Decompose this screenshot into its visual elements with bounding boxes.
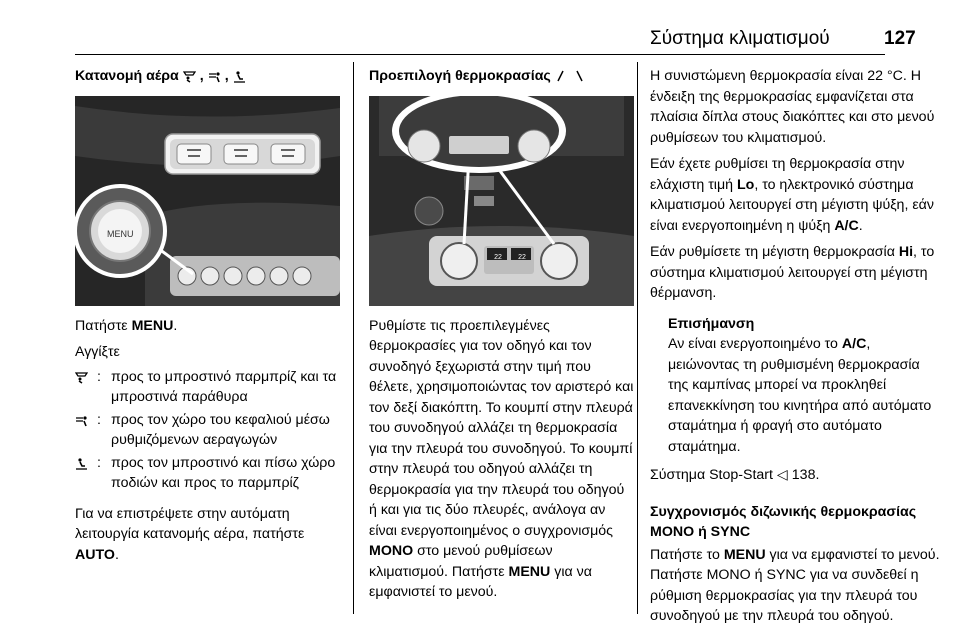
head-airflow-icon: [75, 414, 88, 427]
temperature-preset-title: Προεπιλογή θερμοκρασίας: [369, 68, 551, 84]
list-colon: :: [97, 411, 101, 428]
preset-text-mid: στο μενού ρυθμίσεων κλιματισμού. Πατήστε: [369, 543, 553, 580]
right-temperature-display: 22: [518, 253, 526, 261]
dashboard-temperature-illustration: [369, 96, 634, 306]
lo-bold: Lo: [736, 176, 755, 193]
dashboard-air-distribution-illustration: [75, 96, 340, 306]
windshield-airflow-icon: [183, 70, 196, 83]
auto-paragraph: [75, 504, 340, 566]
sync-paragraph: [650, 545, 940, 627]
temperature-preset-heading: [369, 66, 634, 87]
temperature-knob-icon: [555, 69, 585, 83]
recommended-temperature-paragraph: Η συνιστώμενη θερμοκρασία είναι 22 °C. Η ένδειξη της θερμοκρασίας εμφανίζεται στα πλαίσια δίπλα στους διακόπτες και στο μενού ρυθμίσεων του κλιματισμού.: [650, 68, 935, 146]
auto-period: .: [114, 546, 119, 563]
page-number: 127: [884, 28, 916, 49]
head-airflow-icon: [208, 70, 221, 83]
menu-bold: MENU: [131, 317, 174, 334]
preset-text-end: για να εμφανιστεί το μενού.: [369, 563, 592, 600]
list-item: [75, 410, 340, 451]
menu-bold: MENU: [723, 546, 766, 563]
air-distribution-figure: [75, 96, 340, 306]
air-distribution-heading: [75, 66, 340, 87]
list-item-text: προς τον χώρο του κεφαλιού μέσω ρυθμιζόμενων αεραγωγών: [111, 411, 330, 448]
lo-paragraph: [650, 154, 940, 236]
list-colon: :: [97, 368, 101, 385]
list-item-text: προς τον μπροστινό και πίσω χώρο ποδιών και προς το παρμπρίζ: [111, 454, 336, 491]
air-distribution-list: [75, 367, 340, 494]
feet-airflow-icon: [75, 457, 88, 470]
running-header-title: Σύστημα κλιματισμού: [650, 28, 830, 49]
right-column: [650, 66, 940, 633]
air-distribution-title: Κατανομή αέρα: [75, 68, 179, 84]
press-menu-paragraph: [75, 316, 340, 337]
lo-text-mid: , το ηλεκτρονικό σύστημα κλιματισμού λειτουργεί στη μέγιστη ψύξη, εάν είναι ενεργοποιημένη η ψύξη: [650, 176, 934, 234]
heading-separator: ,: [224, 68, 229, 84]
press-period: .: [173, 317, 178, 334]
sync-text: Πατήστε το: [650, 546, 724, 563]
reference-text: Σύστημα Stop-Start: [650, 467, 777, 483]
temperature-preset-paragraph: [369, 316, 634, 603]
note-post: , μειώνοντας τη ρυθμισμένη θερμοκρασία της καμπίνας μπορεί να προκληθεί επανεκκίνηση του κινητήρα από αυτόματο σταμάτημα ή φραγή στο αυτόματο σταμάτημα.: [668, 336, 932, 455]
middle-column: [369, 66, 634, 609]
hi-text: Εάν ρυθμίσετε τη μέγιστη θερμοκρασία: [650, 244, 899, 260]
reference-page: 138.: [787, 467, 820, 483]
hi-bold: Hi: [898, 244, 914, 260]
mono-bold: MONO: [369, 543, 414, 559]
note-title: Επισήμανση: [668, 315, 755, 332]
column-divider-1: [353, 62, 354, 614]
windshield-airflow-icon: [75, 371, 88, 384]
touch-label: Αγγίξτε: [75, 344, 120, 360]
heading-separator: ,: [199, 68, 204, 84]
temperature-preset-figure: [369, 96, 634, 306]
header-rule: [75, 54, 885, 55]
auto-text: Για να επιστρέψετε στην αυτόματη λειτουργία κατανομής αέρα, πατήστε: [75, 505, 305, 542]
note-text: [668, 334, 940, 457]
note-pre: Αν είναι ενεργοποιημένο το: [668, 336, 842, 352]
auto-bold: AUTO: [75, 546, 115, 563]
press-text: Πατήστε: [75, 317, 132, 334]
note-block: [650, 314, 940, 458]
reference-arrow-icon: ◁: [776, 467, 788, 483]
list-item-text: προς το μπροστινό παρμπρίζ και τα μπροστινά παράθυρα: [111, 368, 337, 405]
list-colon: :: [97, 454, 101, 471]
lo-period: .: [858, 217, 863, 234]
ac-bold: A/C: [841, 336, 867, 352]
left-column: [75, 66, 340, 571]
column-divider-2: [637, 62, 638, 614]
menu-bold: MENU: [508, 563, 551, 580]
sync-text-end: για να εμφανιστεί το μενού. Πατήστε MONO ή SYNC για να συνδεθεί η ρύθμιση θερμοκρασίας για την πλευρά του συνοδηγού με την πλευρά του οδηγού.: [650, 546, 940, 624]
feet-airflow-icon: [233, 70, 246, 83]
preset-text: Ρυθμίστε τις προεπιλεγμένες θερμοκρασίες για τον οδηγό και τον συνοδηγό ξεχωριστά στην τιμή που θέλετε, χρησιμοποιώντας τον αριστερό και τον δεξί διακόπτη. Το κουμπί στην πλευρά του συνοδηγού αλλάζει τη θερμοκρασία για την πλευρά του συνοδηγού. Το κουμπί στην πλευρά του οδηγού αλλάζει τη θερμοκρασία για την πλευρά του οδηγού ή και για τις δύο πλευρές, ανάλογα αν είναι ενεργοποιημένος ο συγχρονισμός: [369, 317, 634, 539]
sync-heading: Συγχρονισμός διζωνικής θερμοκρασίας MONO ή SYNC: [650, 503, 917, 540]
hi-text-end: , το σύστημα κλιματισμού λειτουργεί στη μέγιστη θέρμανση.: [650, 244, 935, 301]
hi-paragraph: [650, 242, 940, 304]
stop-start-reference: [650, 465, 940, 486]
list-item: [75, 453, 340, 494]
lo-text: Εάν έχετε ρυθμίσει τη θερμοκρασία στην ελάχιστη τιμή: [650, 156, 905, 193]
list-item: [75, 367, 340, 408]
left-temperature-display: 22: [494, 253, 502, 261]
menu-button-label: MENU: [107, 228, 134, 239]
ac-bold: A/C: [834, 217, 859, 234]
